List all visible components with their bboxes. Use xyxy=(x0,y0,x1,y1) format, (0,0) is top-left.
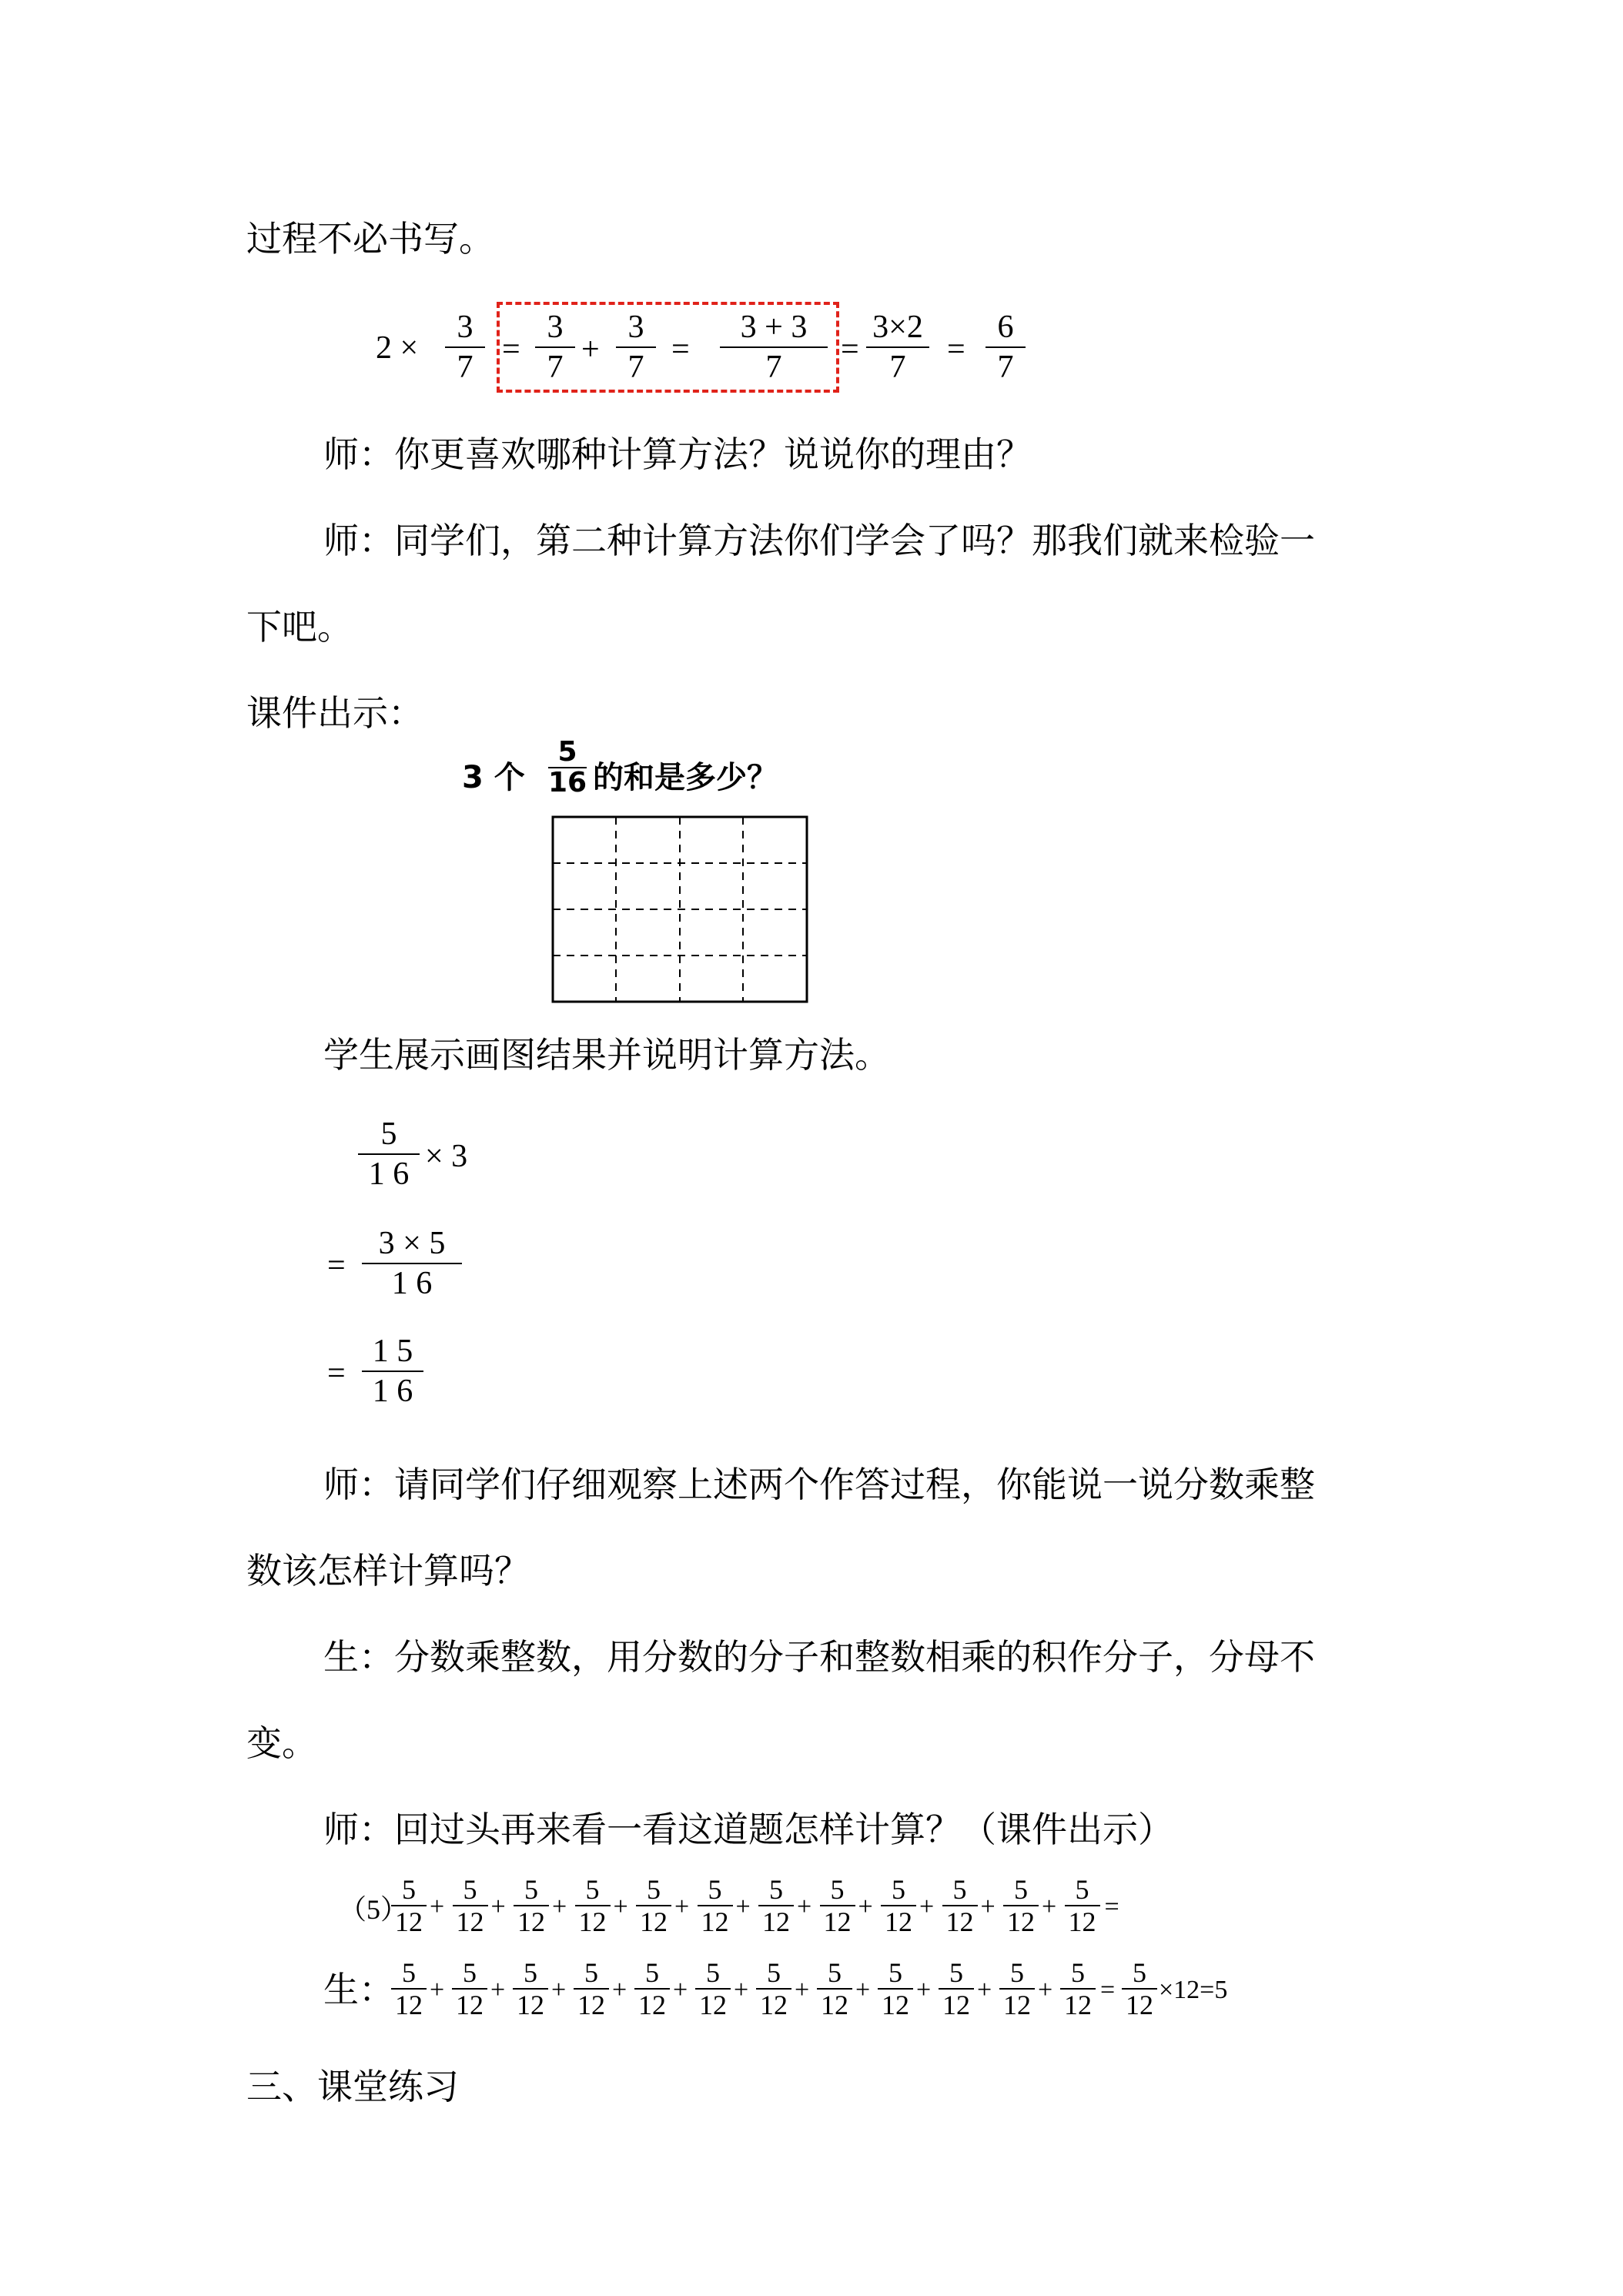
sum-label: （5） xyxy=(339,1894,409,1925)
answer-equals-sign: = xyxy=(1100,1976,1116,2004)
sum-term-frac: 5 12 xyxy=(698,1874,733,1937)
eq1-equals-c: = xyxy=(841,332,859,367)
sum-plus-sign: + xyxy=(674,1893,690,1921)
answer-term-frac: 5 12 xyxy=(817,1957,852,2020)
answer-plus-sign: + xyxy=(1038,1976,1053,2004)
eq1-lead: 2 × xyxy=(376,330,419,366)
answer-plus-sign: + xyxy=(612,1976,627,2004)
calc-equals-2: = xyxy=(327,1356,346,1391)
grid-rectangle xyxy=(550,815,812,1007)
answer-term-frac: 5 12 xyxy=(695,1957,731,2020)
answer-term-frac: 5 12 xyxy=(999,1957,1035,2020)
sum-term-frac: 5 12 xyxy=(391,1874,427,1937)
sum-plus-sign: + xyxy=(1042,1893,1057,1921)
answer-term-frac: 5 12 xyxy=(878,1957,913,2020)
paragraph-teacher-observe-2: 数该怎样计算吗？ xyxy=(246,1550,530,1591)
figure-question-post: 的和是多少？ xyxy=(593,760,778,795)
paragraph-teacher-check-1: 师：同学们，第二种计算方法你们学会了吗？那我们就来检验一 xyxy=(323,520,1315,561)
paragraph-teacher-check-2: 下吧。 xyxy=(246,606,353,648)
answer-term-frac: 5 12 xyxy=(939,1957,974,2020)
sum-plus-sign: + xyxy=(490,1893,506,1921)
calc-frac-2: 3 × 5 1 6 xyxy=(362,1224,462,1303)
calc-frac-1: 5 1 6 xyxy=(358,1115,420,1193)
answer-plus-sign: + xyxy=(673,1976,688,2004)
answer-term-frac: 5 12 xyxy=(756,1957,791,2020)
sum-equals-sign: = xyxy=(1104,1893,1119,1921)
paragraph-courseware: 课件出示： xyxy=(246,692,423,734)
calc-frac-3: 1 5 1 6 xyxy=(362,1332,423,1411)
sum-term-frac: 5 12 xyxy=(514,1874,549,1937)
sum-plus-sign: + xyxy=(735,1893,751,1921)
figure-question-frac: 5 16 xyxy=(548,736,587,798)
sum-plus-sign: + xyxy=(858,1893,873,1921)
answer-term-frac: 5 12 xyxy=(634,1957,670,2020)
figure-question-pre: 3 个 xyxy=(462,760,525,795)
sum-plus-sign: + xyxy=(430,1893,445,1921)
answer-label: 生： xyxy=(323,1969,394,2010)
eq1-frac-3: 3 7 xyxy=(616,308,656,387)
sum-term-frac: 5 12 xyxy=(942,1874,978,1937)
answer-term-frac: 5 12 xyxy=(391,1957,427,2020)
paragraph-teacher-observe-1: 师：请同学们仔细观察上述两个作答过程，你能说一说分数乘整 xyxy=(323,1464,1315,1505)
sum-plus-sign: + xyxy=(613,1893,628,1921)
calc-equals-1: = xyxy=(327,1248,346,1284)
eq1-frac-1: 3 7 xyxy=(445,308,485,387)
sum-term-frac: 5 12 xyxy=(1065,1874,1100,1937)
eq1-equals-d: = xyxy=(947,332,965,367)
paragraph-process: 过程不必书写。 xyxy=(246,218,494,259)
section-heading-practice: 三、课堂练习 xyxy=(246,2066,459,2107)
sum-term-frac: 5 12 xyxy=(636,1874,671,1937)
sum-term-frac: 5 12 xyxy=(1003,1874,1039,1937)
sum-term-frac: 5 12 xyxy=(758,1874,794,1937)
answer-plus-sign: + xyxy=(490,1976,506,2004)
sum-plus-sign: + xyxy=(980,1893,996,1921)
paragraph-student-rule-1: 生：分数乘整数，用分数的分子和整数相乘的积作分子，分母不 xyxy=(323,1636,1315,1678)
sum-plus-sign: + xyxy=(797,1893,812,1921)
answer-term-frac: 5 12 xyxy=(574,1957,609,2020)
eq1-equals-b: = xyxy=(671,332,690,367)
answer-plus-sign: + xyxy=(430,1976,445,2004)
answer-plus-sign: + xyxy=(551,1976,567,2004)
answer-plus-sign: + xyxy=(855,1976,871,2004)
paragraph-teacher-question: 师：你更喜欢哪种计算方法？说说你的理由？ xyxy=(323,433,1032,475)
sum-term-frac: 5 12 xyxy=(453,1874,488,1937)
answer-plus-sign: + xyxy=(795,1976,810,2004)
sum-plus-sign: + xyxy=(919,1893,935,1921)
answer-plus-sign: + xyxy=(977,1976,992,2004)
eq1-frac-5: 3×2 7 xyxy=(866,308,929,387)
sum-term-frac: 5 12 xyxy=(575,1874,611,1937)
eq1-frac-6: 6 7 xyxy=(986,308,1026,387)
sum-plus-sign: + xyxy=(552,1893,567,1921)
answer-term-frac: 5 12 xyxy=(1060,1957,1096,2020)
sum-term-frac: 5 12 xyxy=(881,1874,916,1937)
paragraph-student-show: 学生展示画图结果并说明计算方法。 xyxy=(323,1034,890,1076)
sum-term-frac: 5 12 xyxy=(820,1874,855,1937)
eq1-plus: + xyxy=(581,332,600,367)
calc-times-3: × 3 xyxy=(425,1139,468,1174)
answer-term-frac: 5 12 xyxy=(452,1957,487,2020)
answer-result-frac: 5 12 xyxy=(1122,1957,1157,2020)
eq1-frac-2: 3 7 xyxy=(535,308,575,387)
paragraph-student-rule-2: 变。 xyxy=(246,1722,317,1764)
eq1-frac-4: 3 + 3 7 xyxy=(720,308,828,387)
answer-plus-sign: + xyxy=(916,1976,932,2004)
answer-term-frac: 5 12 xyxy=(513,1957,548,2020)
paragraph-teacher-review: 师：回过头再来看一看这道题怎样计算？（课件出示） xyxy=(323,1809,1173,1850)
answer-plus-sign: + xyxy=(734,1976,749,2004)
answer-tail: ×12=5 xyxy=(1159,1976,1228,2004)
eq1-equals-a: = xyxy=(502,332,520,367)
